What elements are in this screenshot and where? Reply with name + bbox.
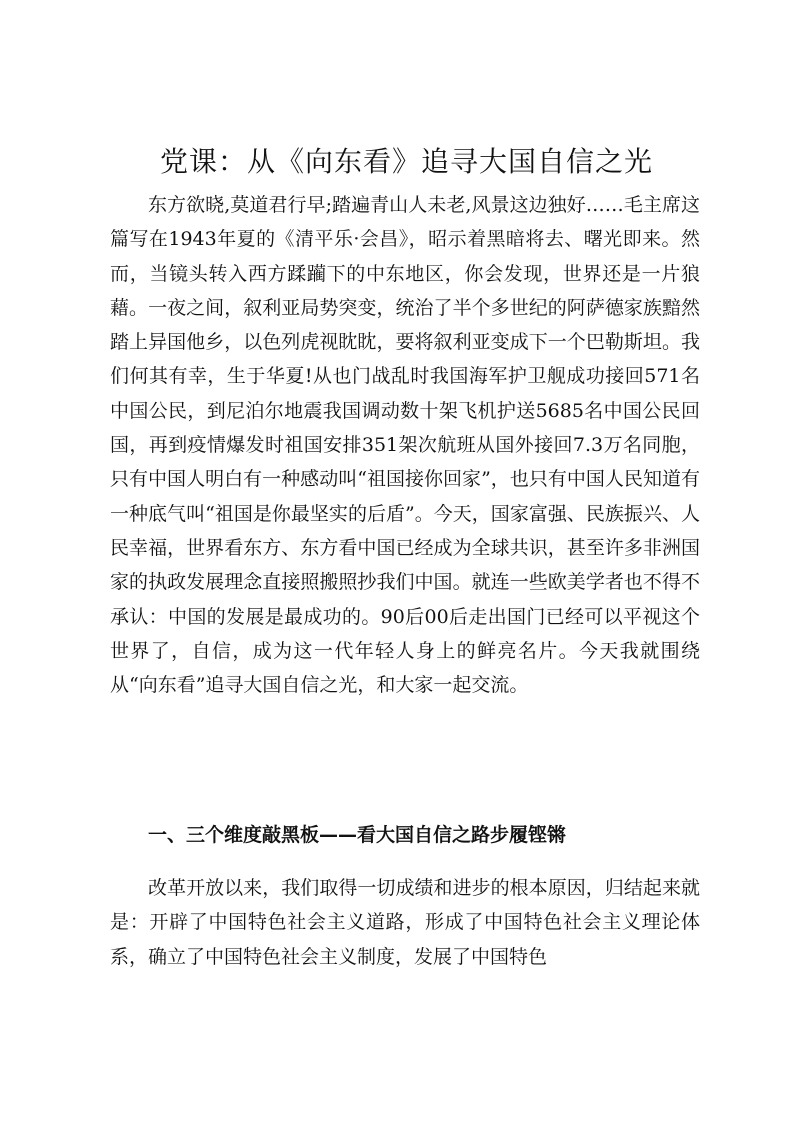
intro-paragraph: 东方欲晓,莫道君行早;踏遍青山人未老,风景这边独好……毛主席这篇写在1943年夏的《清平乐·会昌》，昭示着黑暗将去、曙光即来。然而，当镜头转入西方蹂躏下的中东地区，你会发现，世界还是一片狼藉。一夜之间，叙利亚局势突变，统治了半个多世纪的阿萨德家族黯然踏上异国他乡，以色列虎视眈眈，要将叙利亚变成下一个巴勒斯坦。我们何其有幸，生于华夏!从也门战乱时我国海军护卫舰成功接回571名中国公民，到尼泊尔地震我国调动数十架飞机护送5685名中国公民回国，再到疫情爆发时祖国安排351架次航班从国外接回7.3万名同胞，只有中国人明白有一种感动叫“祖国接你回家”，也只有中国人民知道有一种底气叫“祖国是你最坚实的后盾”。今天，国家富强、民族振兴、人民幸福，世界看东方、东方看中国已经成为全球共识，甚至许多非洲国家的执政发展理念直接照搬照抄我们中国。就连一些欧美学者也不得不承认：中国的发展是最成功的。90后00后走出国门已经可以平视这个世界了，自信，成为这一代年轻人身上的鲜亮名片。今天我就围绕从“向东看”追寻大国自信之光，和大家一起交流。	[110, 194, 700, 697]
section-paragraph: 改革开放以来，我们取得一切成绩和进步的根本原因，归结起来就是：开辟了中国特色社会主义道路，形成了中国特色社会主义理论体系，确立了中国特色社会主义制度，发展了中国特色	[110, 877, 700, 968]
page-title: 党课：从《向东看》追寻大国自信之光	[159, 145, 653, 178]
section-heading: 一、三个维度敲黑板——看大国自信之路步履铿锵	[148, 824, 567, 846]
